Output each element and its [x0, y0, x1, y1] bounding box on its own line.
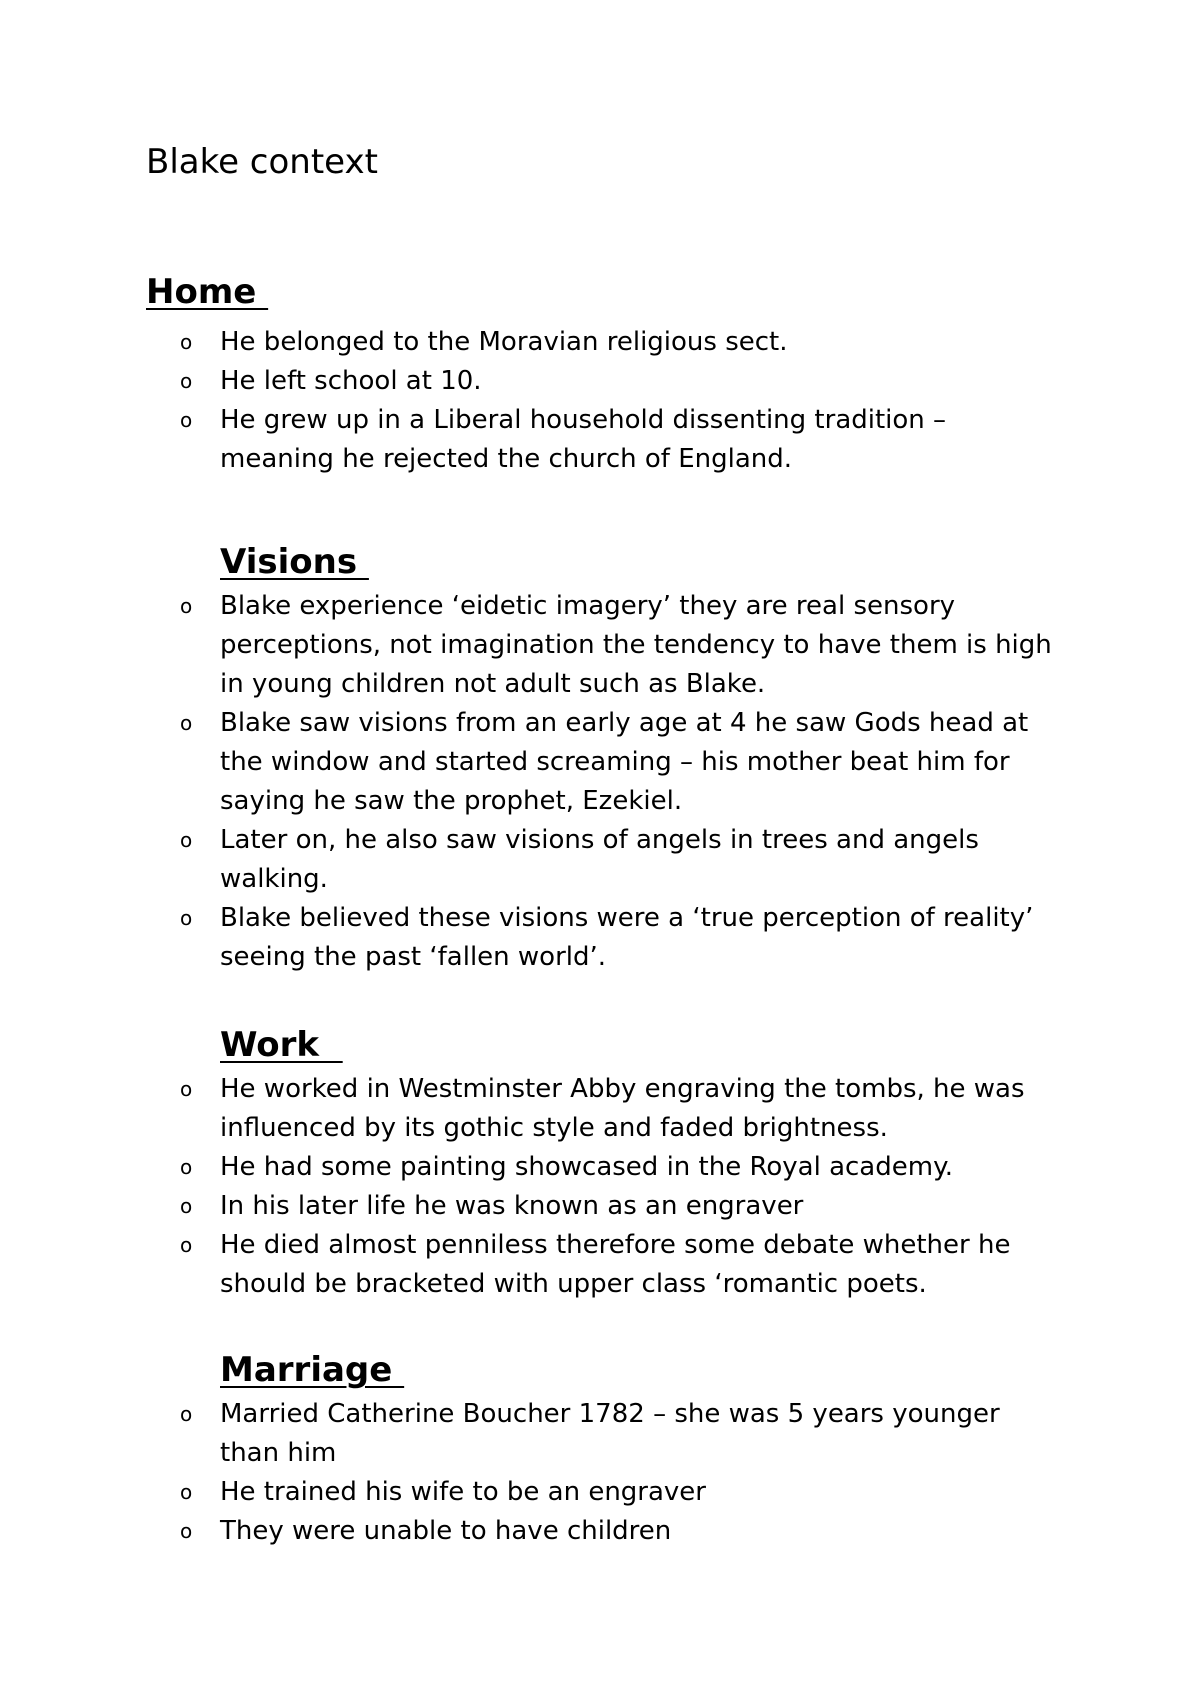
- list-item-text: They were unable to have children: [220, 1515, 672, 1546]
- bullet-icon: o: [180, 1232, 193, 1257]
- list-item-text: He trained his wife to be an engraver: [220, 1476, 706, 1507]
- section-home: [0, 272, 1200, 479]
- list-item: [0, 323, 1060, 362]
- list-item-text: He grew up in a Liberal household dissenting tradition – meaning he rejected the church of England.: [220, 404, 947, 474]
- bullet-icon: o: [180, 329, 193, 354]
- section-heading-marriage: Marriage: [220, 1350, 405, 1390]
- bullet-icon: o: [180, 1479, 193, 1504]
- list-item-text: He left school at 10.: [220, 365, 482, 396]
- list-item: [0, 587, 1060, 704]
- list-item: [0, 1226, 1060, 1304]
- list-item: [0, 1395, 1060, 1473]
- list-item: [0, 704, 1060, 821]
- bullet-icon: o: [180, 407, 193, 432]
- section-visions: [0, 542, 1200, 977]
- bullet-list-home: [0, 323, 1200, 479]
- section-work: [0, 1025, 1200, 1304]
- list-item-text: Blake believed these visions were a ‘true perception of reality’ seeing the past ‘fallen world’.: [220, 902, 1034, 972]
- list-item: [0, 821, 1060, 899]
- section-marriage: [0, 1350, 1200, 1551]
- list-item-text: Married Catherine Boucher 1782 – she was 5 years younger than him: [220, 1398, 1000, 1468]
- bullet-list-visions: [0, 587, 1200, 977]
- list-item-text: Blake experience ‘eidetic imagery’ they are real sensory perceptions, not imagination the tendency to have them is high in young children not adult such as Blake.: [220, 590, 1052, 699]
- list-item: [0, 1148, 1060, 1187]
- list-item-text: He died almost penniless therefore some debate whether he should be bracketed with upper class ‘romantic poets.: [220, 1229, 1011, 1299]
- list-item: [0, 1512, 1060, 1551]
- bullet-icon: o: [180, 1154, 193, 1179]
- bullet-list-marriage: [0, 1395, 1200, 1551]
- bullet-icon: o: [180, 1518, 193, 1543]
- bullet-icon: o: [180, 1076, 193, 1101]
- bullet-icon: o: [180, 827, 193, 852]
- section-heading-work: Work: [220, 1025, 343, 1065]
- bullet-icon: o: [180, 905, 193, 930]
- list-item: [0, 1473, 1060, 1512]
- bullet-list-work: [0, 1070, 1200, 1304]
- bullet-icon: o: [180, 1193, 193, 1218]
- list-item-text: Blake saw visions from an early age at 4 he saw Gods head at the window and started screaming – his mother beat him for saying he saw the prophet, Ezekiel.: [220, 707, 1029, 816]
- list-item: [0, 401, 1060, 479]
- list-item-text: He had some painting showcased in the Royal academy.: [220, 1151, 954, 1182]
- bullet-icon: o: [180, 710, 193, 735]
- list-item: [0, 1187, 1060, 1226]
- bullet-icon: o: [180, 1401, 193, 1426]
- list-item-text: In his later life he was known as an engraver: [220, 1190, 804, 1221]
- list-item: [0, 899, 1060, 977]
- section-heading-visions: Visions: [220, 542, 369, 582]
- list-item-text: He belonged to the Moravian religious sect.: [220, 326, 788, 357]
- list-item: [0, 1070, 1060, 1148]
- section-heading-home: Home: [146, 272, 269, 312]
- list-item-text: Later on, he also saw visions of angels in trees and angels walking.: [220, 824, 979, 894]
- bullet-icon: o: [180, 593, 193, 618]
- list-item: [0, 362, 1060, 401]
- bullet-icon: o: [180, 368, 193, 393]
- list-item-text: He worked in Westminster Abby engraving the tombs, he was influenced by its gothic style and faded brightness.: [220, 1073, 1025, 1143]
- document-title: Blake context: [146, 142, 378, 182]
